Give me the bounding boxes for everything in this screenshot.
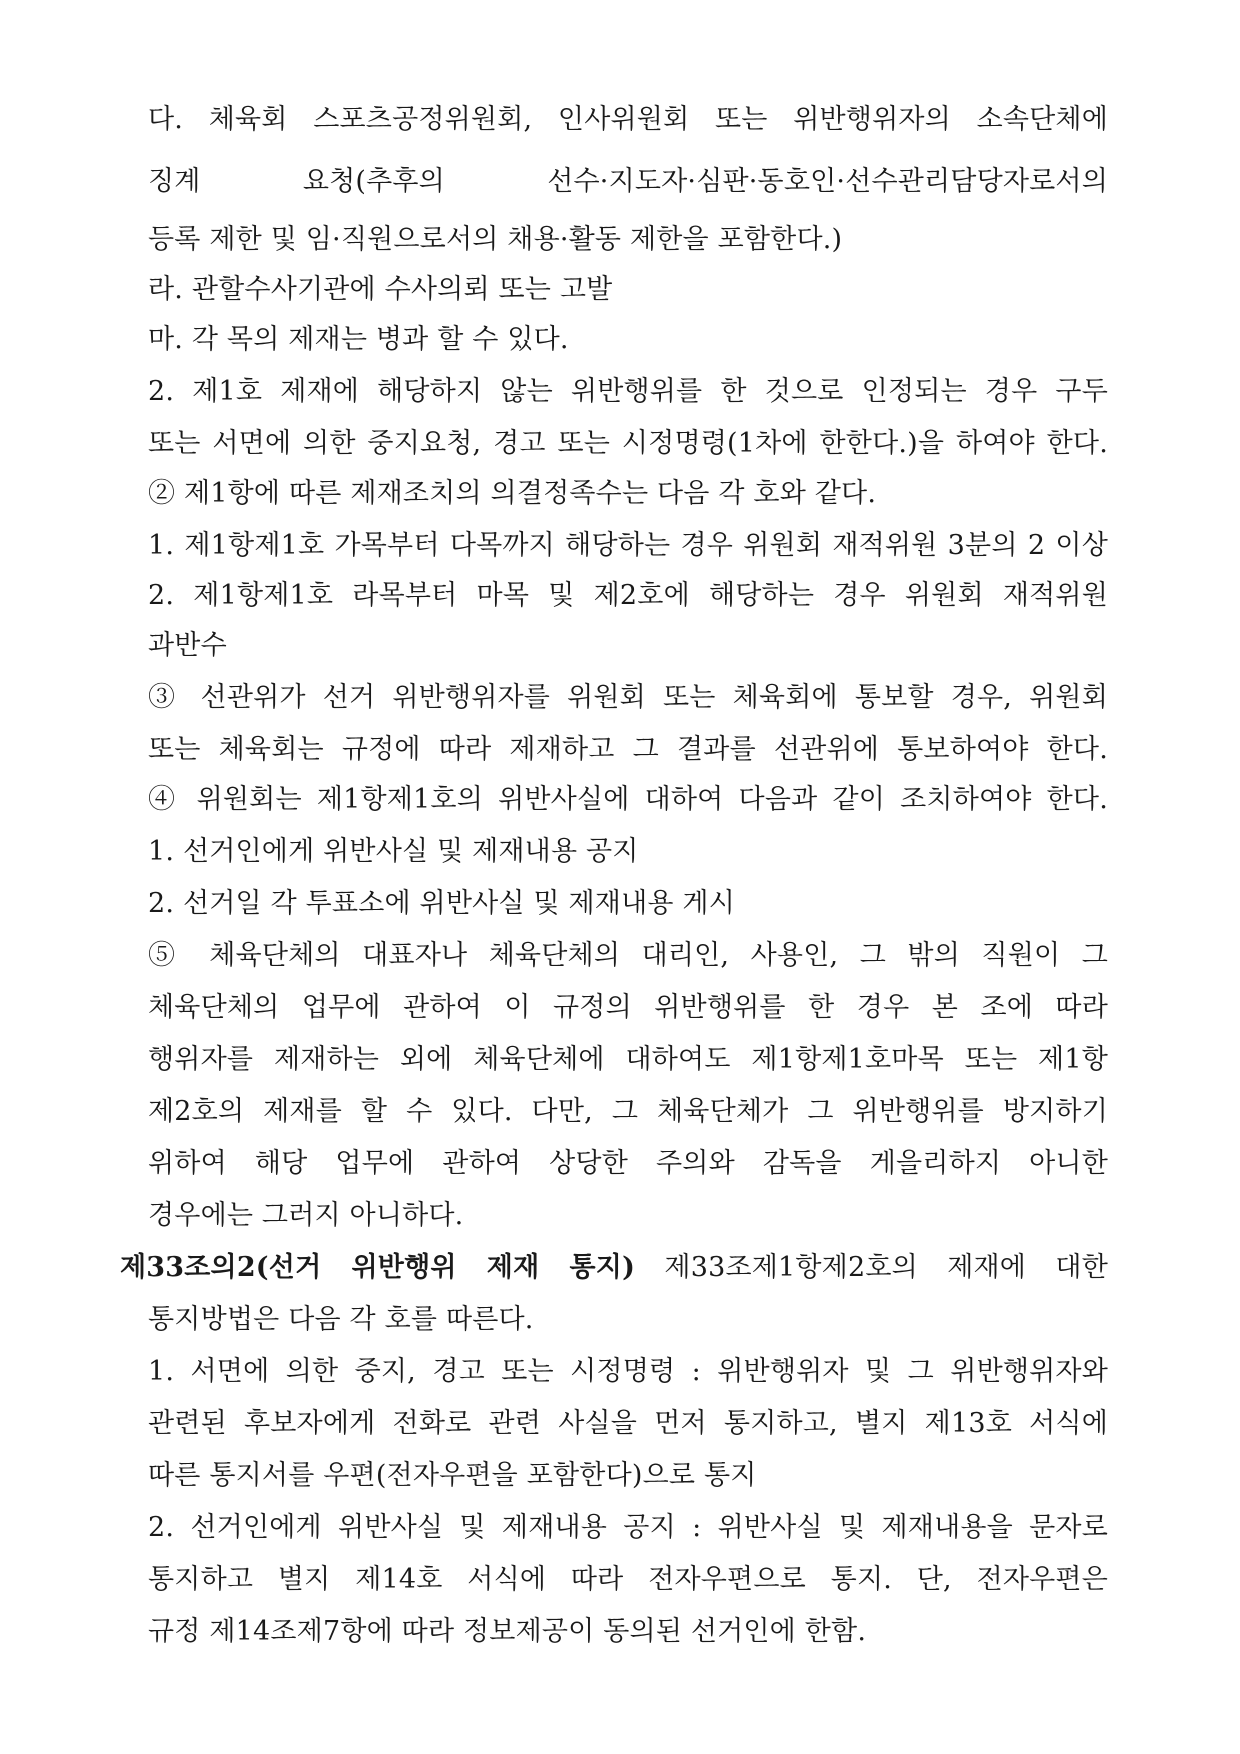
text-line: 규정 제14조제7항에 따라 정보제공이 동의된 선거인에 한함. — [148, 1616, 867, 1647]
text-line: 징계 요청(추후의 선수·지도자·심판·동호인·선수관리담당자로서의 — [148, 166, 1108, 197]
text-line: 1. 제1항제1호 가목부터 다목까지 해당하는 경우 위원회 재적위원 3분의 2 이상 — [148, 530, 1108, 561]
text-line: 통지하고 별지 제14호 서식에 따라 전자우편으로 통지. 단, 전자우편은 — [148, 1564, 1108, 1595]
text-line: 등록 제한 및 임·직원으로서의 채용·활동 제한을 포함한다.) — [148, 224, 843, 255]
text-line: 행위자를 제재하는 외에 체육단체에 대하여도 제1항제1호마목 또는 제1항 — [148, 1044, 1108, 1075]
text-line: 제2호의 제재를 할 수 있다. 다만, 그 체육단체가 그 위반행위를 방지하기 — [148, 1096, 1108, 1127]
text-line: 또는 체육회는 규정에 따라 제재하고 그 결과를 선관위에 통보하여야 한다. — [148, 734, 1108, 765]
article-heading-line — [120, 1248, 1108, 1288]
text-line: ② 제1항에 따른 제재조치의 의결정족수는 다음 각 호와 같다. — [148, 478, 877, 509]
text-line: 마. 각 목의 제재는 병과 할 수 있다. — [148, 324, 569, 355]
text-line: 과반수 — [148, 630, 227, 661]
text-line: 라. 관할수사기관에 수사의뢰 또는 고발 — [148, 274, 613, 305]
text-line: ⑤ 체육단체의 대표자나 체육단체의 대리인, 사용인, 그 밖의 직원이 그 — [148, 940, 1108, 971]
text-line: ③ 선관위가 선거 위반행위자를 위원회 또는 체육회에 통보할 경우, 위원회 — [148, 682, 1108, 713]
text-line: 경우에는 그러지 아니하다. — [148, 1200, 464, 1231]
text-line: 관련된 후보자에게 전화로 관련 사실을 먼저 통지하고, 별지 제13호 서식에 — [148, 1408, 1108, 1439]
text-line: 2. 제1호 제재에 해당하지 않는 위반행위를 한 것으로 인정되는 경우 구두 — [148, 376, 1108, 407]
text-line: 1. 서면에 의한 중지, 경고 또는 시정명령 : 위반행위자 및 그 위반행위자와 — [148, 1356, 1108, 1387]
text-line: 2. 선거일 각 투표소에 위반사실 및 제재내용 게시 — [148, 888, 735, 919]
text-line: 다. 체육회 스포츠공정위원회, 인사위원회 또는 위반행위자의 소속단체에 — [148, 104, 1108, 135]
text-line: 또는 서면에 의한 중지요청, 경고 또는 시정명령(1차에 한한다.)을 하여야 한다. — [148, 428, 1108, 459]
text-line: 체육단체의 업무에 관하여 이 규정의 위반행위를 한 경우 본 조에 따라 — [148, 992, 1108, 1023]
text-line: ④ 위원회는 제1항제1호의 위반사실에 대하여 다음과 같이 조치하여야 한다. — [148, 784, 1108, 815]
text-line: 1. 선거인에게 위반사실 및 제재내용 공지 — [148, 836, 639, 867]
text-line: 2. 선거인에게 위반사실 및 제재내용 공지 : 위반사실 및 제재내용을 문자로 — [148, 1512, 1108, 1543]
text-line: 2. 제1항제1호 라목부터 마목 및 제2호에 해당하는 경우 위원회 재적위원 — [148, 580, 1108, 611]
text-line: 통지방법은 다음 각 호를 따른다. — [148, 1304, 534, 1335]
article-heading-rest: 제33조제1항제2호의 제재에 대한 — [635, 1252, 1108, 1283]
text-line: 위하여 해당 업무에 관하여 상당한 주의와 감독을 게을리하지 아니한 — [148, 1148, 1108, 1179]
text-line: 따른 통지서를 우편(전자우편을 포함한다)으로 통지 — [148, 1460, 757, 1491]
article-title: 제33조의2(선거 위반행위 제재 통지) — [120, 1252, 636, 1283]
